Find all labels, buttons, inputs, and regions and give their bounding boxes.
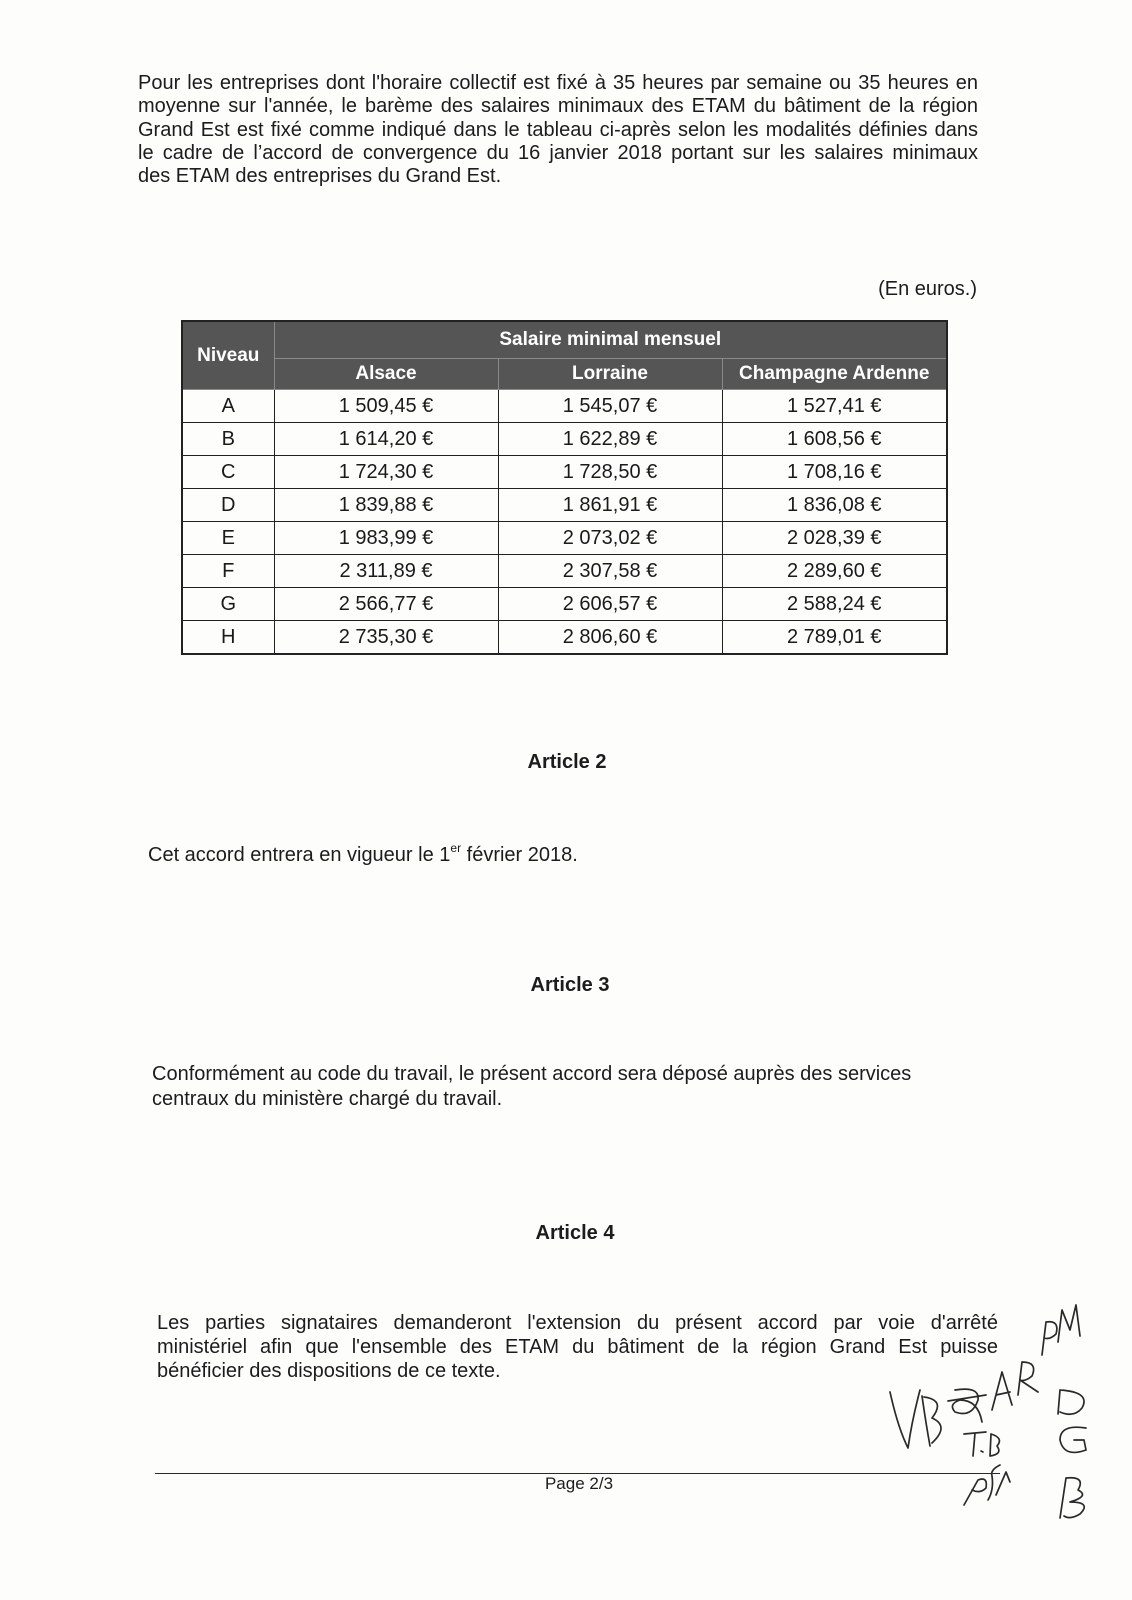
alsace-cell: 2 311,89 € bbox=[274, 555, 498, 588]
table-row bbox=[182, 588, 947, 621]
lorraine-cell: 1 545,07 € bbox=[498, 390, 722, 423]
lorraine-cell: 1 728,50 € bbox=[498, 456, 722, 489]
initials-stroke bbox=[1058, 1390, 1086, 1452]
article-3-paragraph bbox=[152, 1062, 952, 1112]
initials-stroke bbox=[964, 1432, 999, 1456]
lorraine-cell: 2 073,02 € bbox=[498, 522, 722, 555]
handwritten-initials bbox=[860, 1300, 1120, 1540]
article-4-line: bénéficier des dispositions de ce texte. bbox=[157, 1360, 501, 1382]
champagne-ardenne-cell: 2 588,24 € bbox=[722, 588, 947, 621]
alsace-cell: 1 839,88 € bbox=[274, 489, 498, 522]
champagne-ardenne-cell: 2 789,01 € bbox=[722, 621, 947, 655]
article-3-line: Conformément au code du travail, le présent accord sera déposé auprès des services bbox=[152, 1063, 912, 1085]
table-row bbox=[182, 456, 947, 489]
champagne-ardenne-cell: 1 708,16 € bbox=[722, 456, 947, 489]
intro-line: le cadre de l’accord de convergence du 16 janvier 2018 portant sur les salaires minimaux bbox=[138, 141, 978, 164]
page-number: Page 2/3 bbox=[544, 1474, 614, 1493]
column-header-lorraine: Lorraine bbox=[498, 359, 722, 390]
champagne-ardenne-cell: 1 527,41 € bbox=[722, 390, 947, 423]
level-cell: F bbox=[182, 555, 274, 588]
column-header-alsace: Alsace bbox=[274, 359, 498, 390]
table-row bbox=[182, 423, 947, 456]
alsace-cell: 1 614,20 € bbox=[274, 423, 498, 456]
article-3-title: Article 3 bbox=[530, 974, 610, 996]
champagne-ardenne-cell: 1 608,56 € bbox=[722, 423, 947, 456]
salary-table bbox=[181, 320, 948, 655]
level-header: Niveau bbox=[182, 321, 274, 390]
alsace-cell: 1 509,45 € bbox=[274, 390, 498, 423]
unit-note: (En euros.) bbox=[878, 278, 977, 300]
intro-line: des ETAM des entreprises du Grand Est. bbox=[138, 165, 502, 187]
article-2-title: Article 2 bbox=[527, 751, 607, 773]
level-cell: E bbox=[182, 522, 274, 555]
table-row bbox=[182, 522, 947, 555]
level-cell: G bbox=[182, 588, 274, 621]
initials-stroke bbox=[948, 1389, 986, 1422]
article-4-line: Les parties signataires demanderont l'extension du présent accord par voie d'arrêté bbox=[157, 1312, 998, 1334]
initials-stroke bbox=[890, 1390, 941, 1448]
article-3-line: centraux du ministère chargé du travail. bbox=[152, 1088, 503, 1110]
article-4-line: ministériel afin que l'ensemble des ETAM du bâtiment de la région Grand Est puisse bbox=[157, 1336, 998, 1358]
table-row bbox=[182, 489, 947, 522]
lorraine-cell: 2 806,60 € bbox=[498, 621, 722, 655]
lorraine-cell: 1 622,89 € bbox=[498, 423, 722, 456]
ordinal-suffix: er bbox=[450, 841, 462, 855]
level-cell: D bbox=[182, 489, 274, 522]
salary-group-header: Salaire minimal mensuel bbox=[274, 321, 947, 359]
level-cell: C bbox=[182, 456, 274, 489]
lorraine-cell: 2 606,57 € bbox=[498, 588, 722, 621]
initials-stroke bbox=[992, 1305, 1080, 1410]
level-cell: H bbox=[182, 621, 274, 655]
article-2-text-start: Cet accord entrera en vigueur le 1 bbox=[148, 844, 451, 866]
initials-stroke bbox=[1060, 1478, 1084, 1518]
intro-line: moyenne sur l'année, le barème des salaires minimaux des ETAM du bâtiment de la région bbox=[138, 95, 978, 118]
table-header-row bbox=[182, 321, 947, 359]
lorraine-cell: 2 307,58 € bbox=[498, 555, 722, 588]
level-cell: B bbox=[182, 423, 274, 456]
table-subheader-row bbox=[182, 359, 947, 390]
intro-line: Pour les entreprises dont l'horaire collectif est fixé à 35 heures par semaine ou 35 heures en bbox=[138, 72, 978, 94]
champagne-ardenne-cell: 1 836,08 € bbox=[722, 489, 947, 522]
alsace-cell: 2 566,77 € bbox=[274, 588, 498, 621]
table-row bbox=[182, 621, 947, 655]
column-header-champagne-ardenne: Champagne Ardenne bbox=[722, 359, 947, 390]
article-2-text-end: février 2018. bbox=[466, 844, 578, 866]
table-row bbox=[182, 390, 947, 423]
alsace-cell: 2 735,30 € bbox=[274, 621, 498, 655]
lorraine-cell: 1 861,91 € bbox=[498, 489, 722, 522]
level-cell: A bbox=[182, 390, 274, 423]
table-row bbox=[182, 555, 947, 588]
alsace-cell: 1 983,99 € bbox=[274, 522, 498, 555]
intro-paragraph bbox=[138, 72, 978, 188]
champagne-ardenne-cell: 2 028,39 € bbox=[722, 522, 947, 555]
article-2-text bbox=[148, 843, 578, 867]
champagne-ardenne-cell: 2 289,60 € bbox=[722, 555, 947, 588]
article-4-title: Article 4 bbox=[535, 1222, 615, 1244]
intro-line: Grand Est est fixé comme indiqué dans le tableau ci-après selon les modalités définies dans bbox=[138, 118, 978, 141]
alsace-cell: 1 724,30 € bbox=[274, 456, 498, 489]
initials-stroke bbox=[964, 1465, 1010, 1505]
